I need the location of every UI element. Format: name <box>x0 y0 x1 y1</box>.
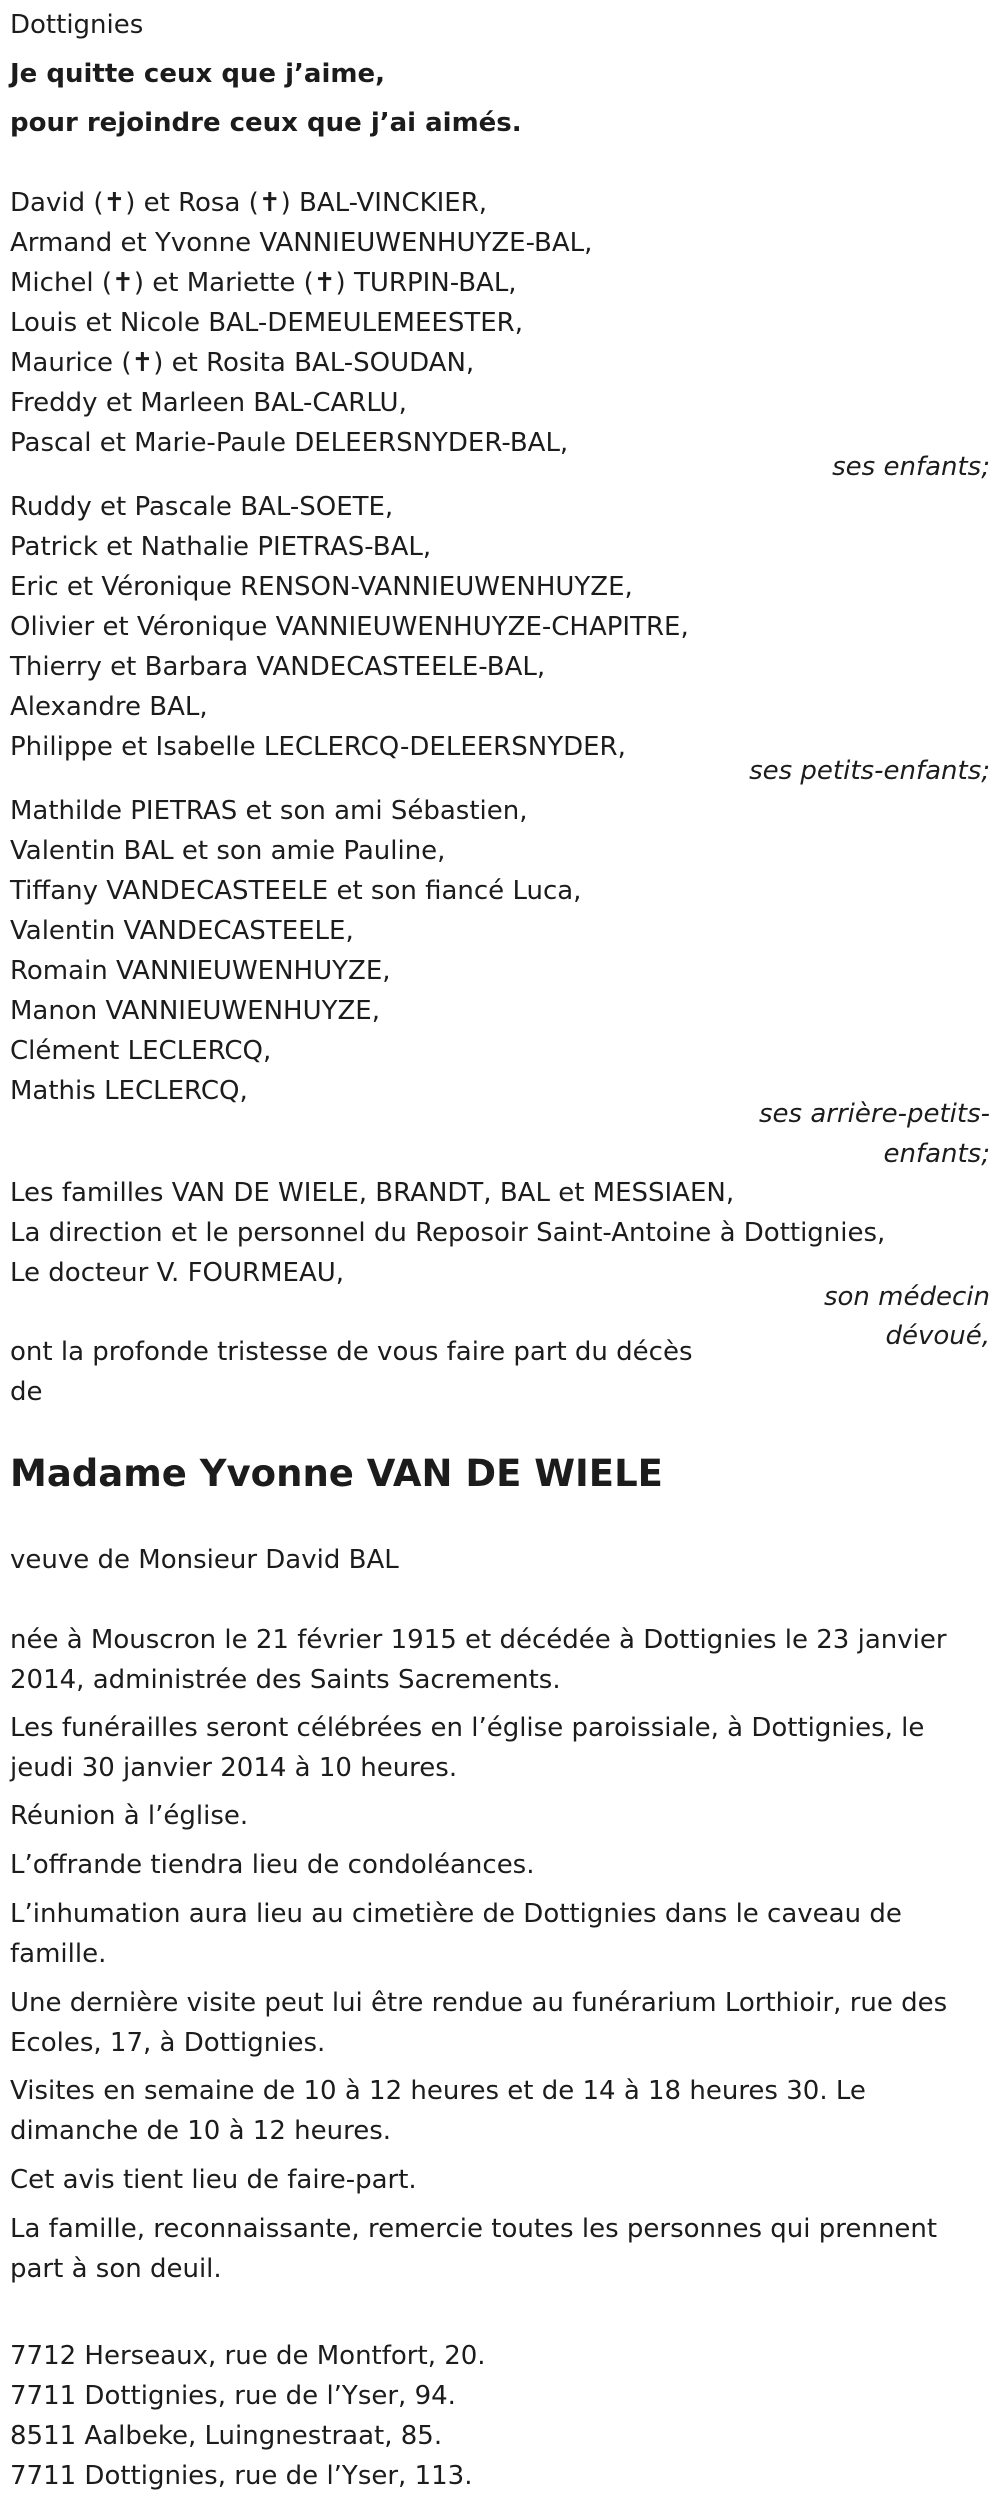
poem-line: pour rejoindre ceux que j’ai aimés. <box>10 108 522 138</box>
family-line: La direction et le personnel du Reposoir Saint-Antoine à Dottignies, <box>10 1218 886 1248</box>
place-heading: Dottignies <box>10 10 144 40</box>
great-grandchildren-name: Tiffany VANDECASTEELE et son fiancé Luca, <box>10 876 582 906</box>
detail-paragraph: L’inhumation aura lieu au cimetière de Dottignies dans le caveau de famille. <box>10 1899 902 1969</box>
detail-paragraph: Les funérailles seront célébrées en l’église paroissiale, à Dottignies, le jeudi 30 janvier 2014 à 10 heures. <box>10 1713 925 1783</box>
great-grandchildren-name: Mathilde PIETRAS et son ami Sébastien, <box>10 796 528 826</box>
announcement-line: ont la profonde tristesse de vous faire part du décès <box>10 1337 693 1367</box>
family-line: Le docteur V. FOURMEAU, <box>10 1258 345 1288</box>
detail-paragraph: Réunion à l’église. <box>10 1801 249 1831</box>
grandchildren-name: Olivier et Véronique VANNIEUWENHUYZE-CHAPITRE, <box>10 612 689 642</box>
grandchildren-role: ses petits-enfants; <box>749 756 990 786</box>
children-name: Armand et Yvonne VANNIEUWENHUYZE-BAL, <box>10 228 593 258</box>
address-line: 7711 Dottignies, rue de l’Yser, 113. <box>10 2461 473 2491</box>
great-grandchildren-role: ses arrière-petits- <box>759 1099 990 1129</box>
great-grandchildren-name: Valentin BAL et son amie Pauline, <box>10 836 446 866</box>
detail-paragraph: La famille, reconnaissante, remercie toutes les personnes qui prennent part à son deuil. <box>10 2214 938 2284</box>
great-grandchildren-name: Clément LECLERCQ, <box>10 1036 272 1066</box>
widow-of: veuve de Monsieur David BAL <box>10 1545 399 1575</box>
detail-paragraph: Une dernière visite peut lui être rendue au funérarium Lorthioir, rue des Ecoles, 17, à Dottignies. <box>10 1988 948 2058</box>
detail-paragraph: L’offrande tiendra lieu de condoléances. <box>10 1850 535 1880</box>
children-name: Michel (✝) et Mariette (✝) TURPIN-BAL, <box>10 268 517 298</box>
children-name: Maurice (✝) et Rosita BAL-SOUDAN, <box>10 348 475 378</box>
doctor-role: dévoué, <box>885 1321 990 1351</box>
address-line: 7712 Herseaux, rue de Montfort, 20. <box>10 2341 486 2371</box>
detail-paragraph: née à Mouscron le 21 février 1915 et décédée à Dottignies le 23 janvier 2014, administrée des Saints Sacrements. <box>10 1625 947 1695</box>
grandchildren-name: Alexandre BAL, <box>10 692 208 722</box>
poem-line: Je quitte ceux que j’aime, <box>10 59 385 89</box>
children-name: Louis et Nicole BAL-DEMEULEMEESTER, <box>10 308 523 338</box>
address-line: 8511 Aalbeke, Luingnestraat, 85. <box>10 2421 443 2451</box>
great-grandchildren-role: enfants; <box>883 1139 990 1169</box>
great-grandchildren-name: Valentin VANDECASTEELE, <box>10 916 354 946</box>
great-grandchildren-name: Manon VANNIEUWENHUYZE, <box>10 996 380 1026</box>
children-name: Pascal et Marie-Paule DELEERSNYDER-BAL, <box>10 428 569 458</box>
grandchildren-name: Eric et Véronique RENSON-VANNIEUWENHUYZE, <box>10 572 633 602</box>
grandchildren-name: Philippe et Isabelle LECLERCQ-DELEERSNYDER, <box>10 732 626 762</box>
great-grandchildren-name: Mathis LECLERCQ, <box>10 1076 248 1106</box>
children-name: David (✝) et Rosa (✝) BAL-VINCKIER, <box>10 188 488 218</box>
great-grandchildren-name: Romain VANNIEUWENHUYZE, <box>10 956 391 986</box>
grandchildren-name: Patrick et Nathalie PIETRAS-BAL, <box>10 532 432 562</box>
grandchildren-name: Thierry et Barbara VANDECASTEELE-BAL, <box>10 652 546 682</box>
detail-paragraph: Visites en semaine de 10 à 12 heures et de 14 à 18 heures 30. Le dimanche de 10 à 12 heures. <box>10 2076 866 2146</box>
announcement-line: de <box>10 1377 43 1407</box>
detail-paragraph: Cet avis tient lieu de faire-part. <box>10 2165 417 2195</box>
family-line: Les familles VAN DE WIELE, BRANDT, BAL et MESSIAEN, <box>10 1178 735 1208</box>
children-name: Freddy et Marleen BAL-CARLU, <box>10 388 407 418</box>
children-role: ses enfants; <box>832 452 990 482</box>
address-line: 7711 Dottignies, rue de l’Yser, 94. <box>10 2381 456 2411</box>
deceased-name: Madame Yvonne VAN DE WIELE <box>10 1452 663 1495</box>
doctor-role: son médecin <box>823 1282 990 1312</box>
grandchildren-name: Ruddy et Pascale BAL-SOETE, <box>10 492 394 522</box>
